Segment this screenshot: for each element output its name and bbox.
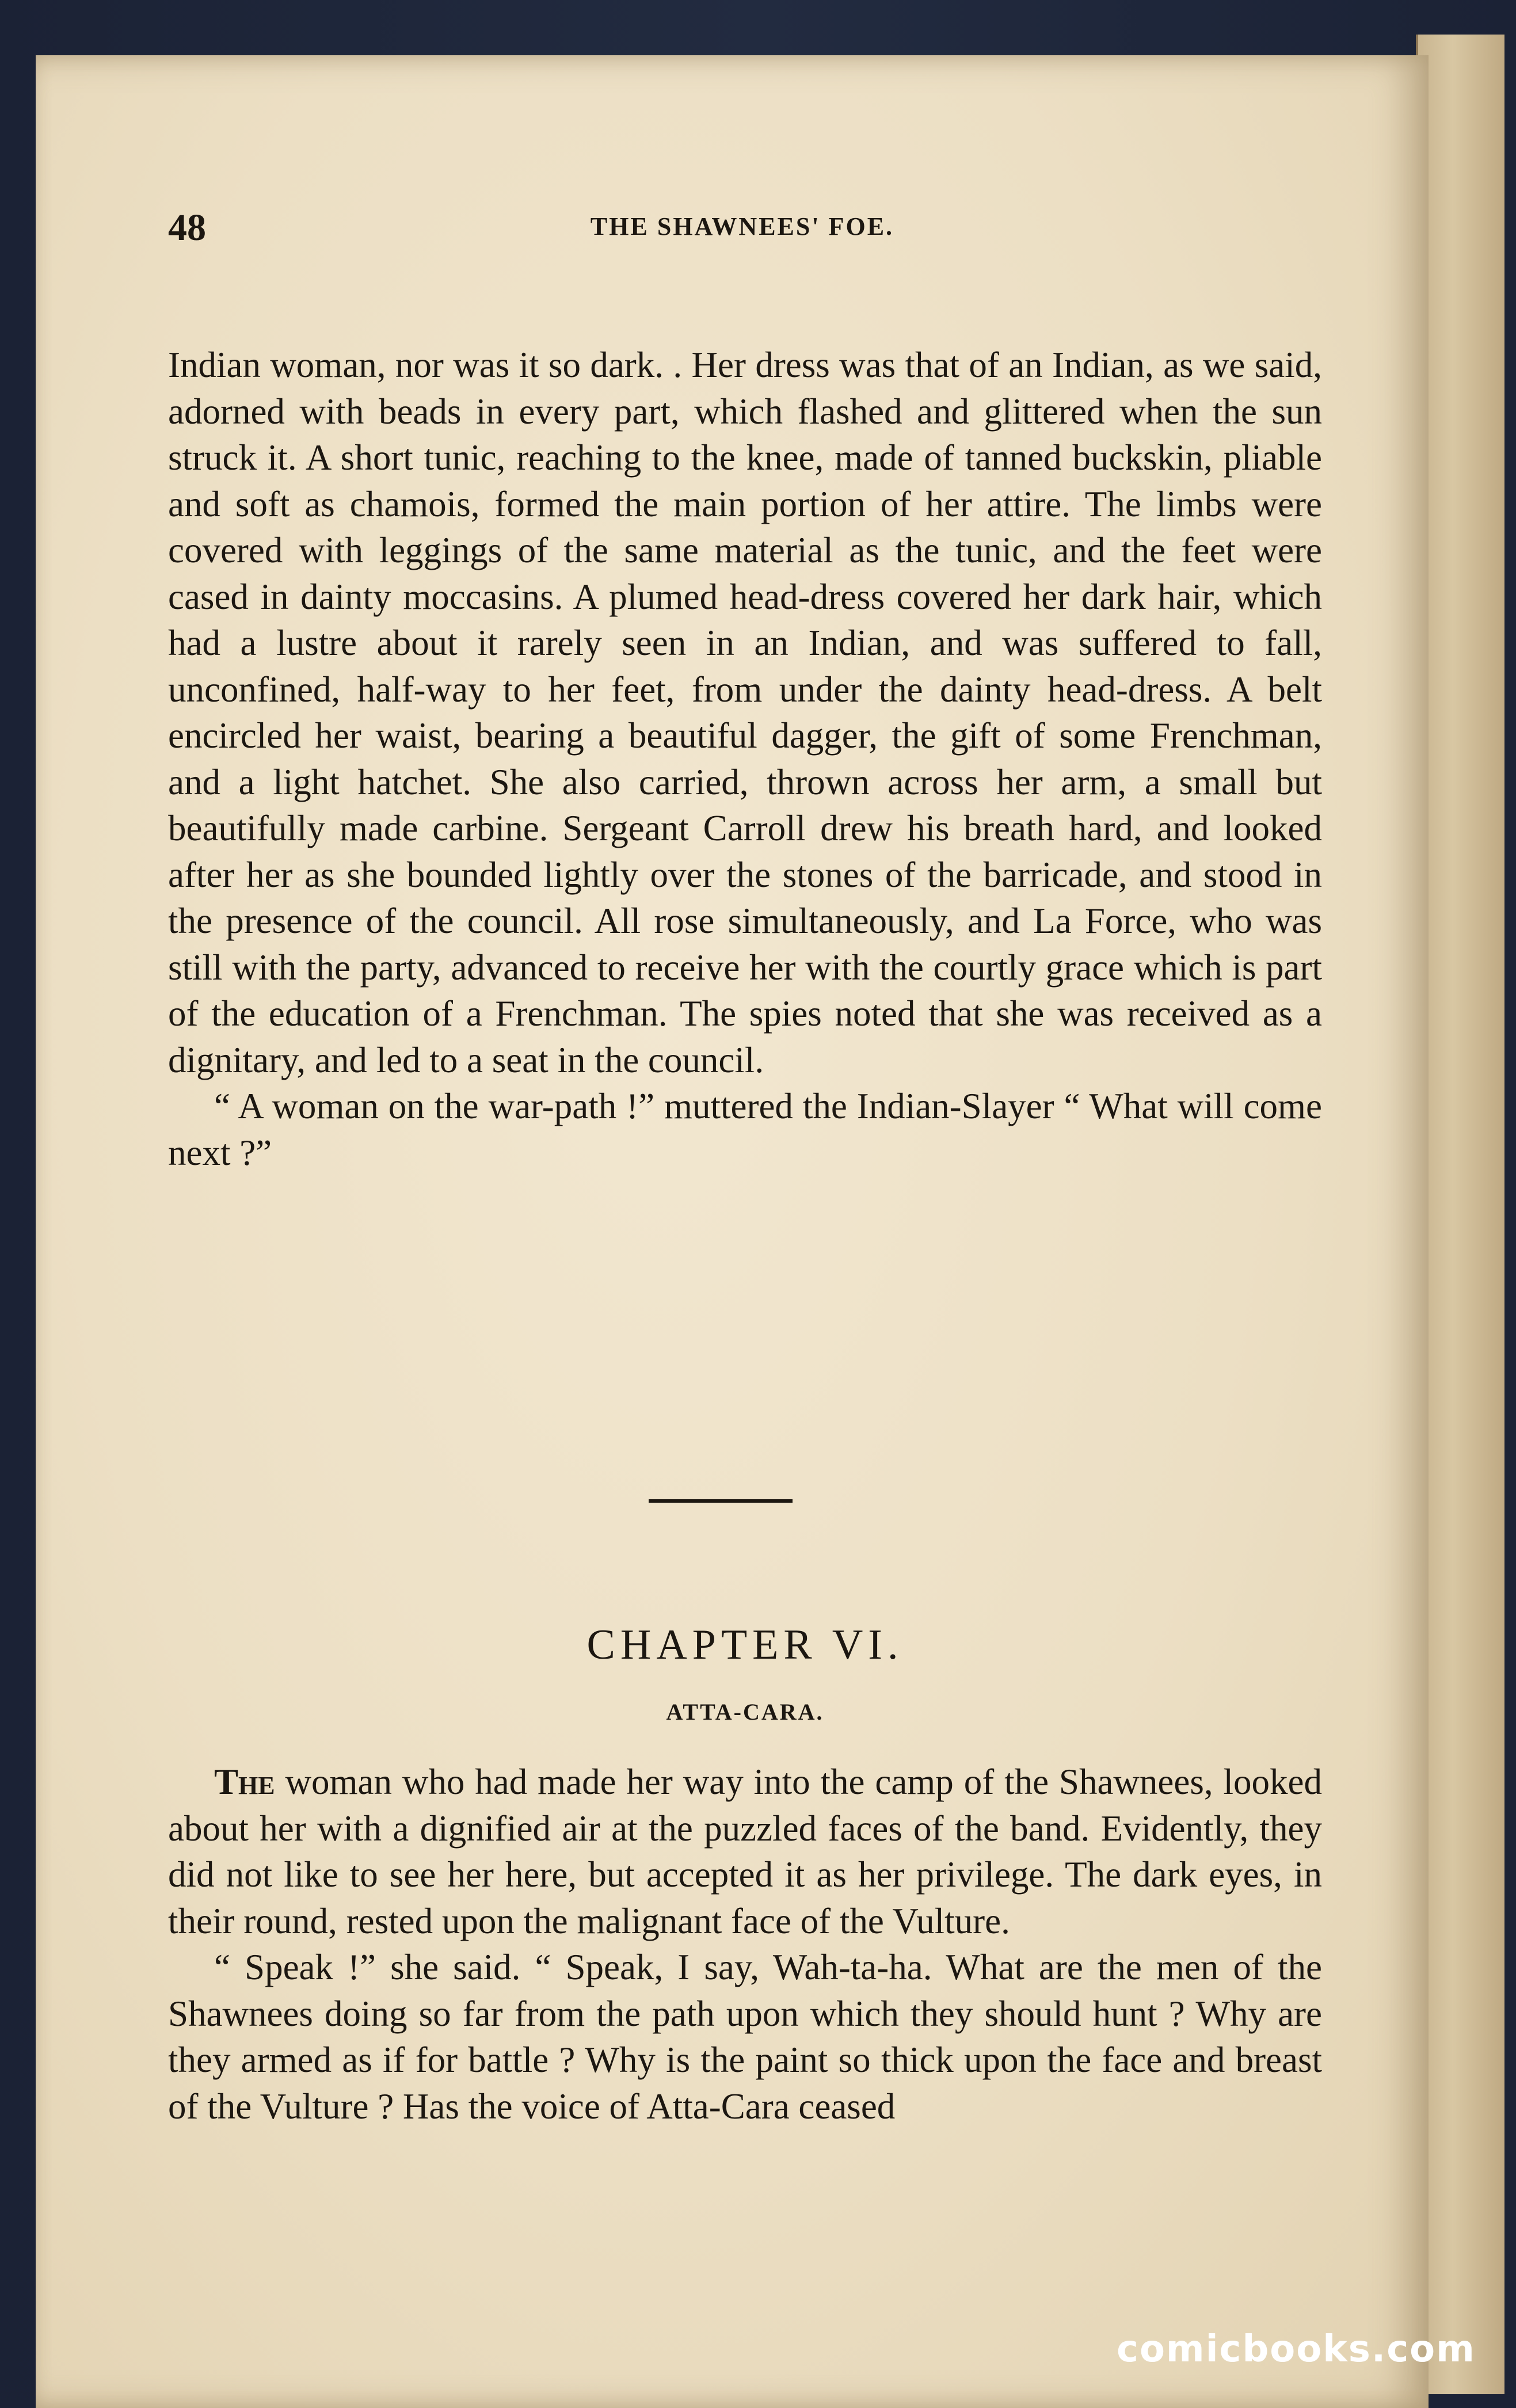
paragraph: Indian woman, nor was it so dark. . Her dress was that of an Indian, as we said, adorned with beads in every part, which flashed and glittered when the sun struck it. A short tunic, reaching to the knee, made of tanned buckskin, pliable and soft as chamois, formed the main portion of her attire. The limbs were covered with leggings of the same material as the tunic, and the feet were cased in dainty moccasins. A plumed head-dress covered her dark hair, which had a lustre about it rarely seen in an Indian, and was suffered to fall, unconfined, half-way to her feet, from under the dainty head-dress. A belt encircled her waist, bearing a beautiful dagger, the gift of some Frenchman, and a light hatchet. She also carried, thrown across her arm, a small but beautifully made carbine. Sergeant Carroll drew his breath hard, and looked after her as she bounded lightly over the stones of the barricade, and stood in the presence of the council. All rose simultaneously, and La Force, who was still with the party, advanced to receive her with the courtly grace which is part of the education of a Frenchman. The spies noted that she was received as a dignitary, and led to a seat in the council. bbox=[168, 345, 1322, 1080]
paragraph: “ A woman on the war-path !” muttered the Indian-Slayer “ What will come next ?” bbox=[168, 1086, 1322, 1173]
watermark: comicbooks.com bbox=[1117, 2328, 1476, 2371]
text-block-chapter bbox=[168, 1759, 1322, 2129]
page-number: 48 bbox=[168, 207, 206, 249]
running-head bbox=[168, 206, 1316, 269]
paragraph: “ Speak !” she said. “ Speak, I say, Wah-ta-ha. What are the men of the Shawnees doing so far from the path upon which they should hunt ? Why are they armed as if for battle ? Why is the paint so thick upon the face and breast of the Vulture ? Has the voice of Atta-Cara ceased bbox=[168, 1947, 1322, 2127]
adjacent-page-edge bbox=[1416, 35, 1504, 2394]
opening-word: The bbox=[214, 1762, 275, 1802]
running-title: THE SHAWNEES' FOE. bbox=[590, 212, 894, 241]
text-block-continued bbox=[168, 342, 1322, 1176]
section-divider-rule bbox=[649, 1499, 793, 1503]
chapter-subtitle: ATTA-CARA. bbox=[666, 1699, 824, 1725]
paragraph-text: woman who had made her way into the camp of the Shawnees, looked about her with a dignified air at the puzzled faces of the band. Evidently, they did not like to see her here, but accepted it as her privilege. The dark eyes, in their round, rested upon the malignant face of the Vulture. bbox=[168, 1762, 1322, 1941]
paragraph bbox=[168, 1759, 1322, 1944]
book-page bbox=[36, 55, 1429, 2408]
chapter-title: CHAPTER VI. bbox=[586, 1621, 904, 1668]
